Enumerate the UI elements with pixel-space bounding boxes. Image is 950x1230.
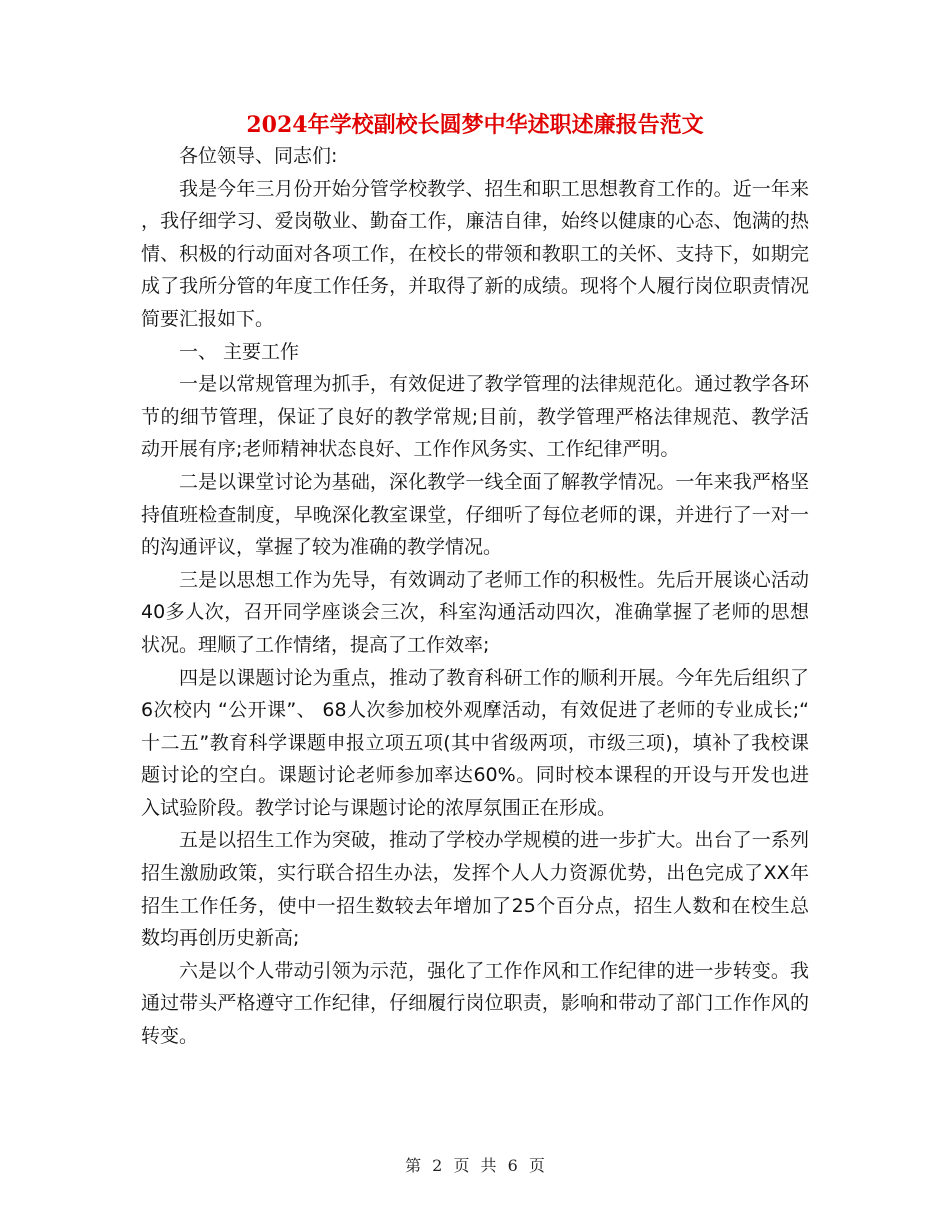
body-paragraph: 一是以常规管理为抓手，有效促进了教学管理的法律规范化。通过教学各环节的细节管理，保证了良好的教学常规;目前，教学管理严格法律规范、教学活动开展有序;老师精神状态良好、工作作风务实、工作纪律严明。 <box>141 373 809 461</box>
intro-paragraph: 我是今年三月份开始分管学校教学、招生和职工思想教育工作的。近一年来，我仔细学习、爱岗敬业、勤奋工作，廉洁自律，始终以健康的心态、饱满的热情、积极的行动面对各项工作，在校长的带领和教职工的关怀、支持下，如期完成了我所分管的年度工作任务，并取得了新的成绩。现将个人履行岗位职责情况简要汇报如下。 <box>141 177 809 330</box>
salutation: 各位领导、同志们: <box>179 145 338 167</box>
body-paragraph: 二是以课堂讨论为基础，深化教学一线全面了解教学情况。一年来我严格坚持值班检查制度，早晚深化教室课堂，仔细听了每位老师的课，并进行了一对一的沟通评议，掌握了较为准确的教学情况。 <box>141 470 809 559</box>
body-paragraph: 五是以招生工作为突破，推动了学校办学规模的进一步扩大。出台了一系列招生激励政策，实行联合招生办法，发挥个人人力资源优势，出色完成了XX年招生工作任务，使中一招生数较去年增加了25个百分点，招生人数和在校生总数均再创历史新高; <box>141 829 809 950</box>
body-paragraph: 四是以课题讨论为重点，推动了教育科研工作的顺利开展。今年先后组织了6次校内 “公开课”、 68人次参加校外观摩活动，有效促进了老师的专业成长;“十二五”教育科学课题申报立项五项(其中省级两项，市级三项)，填补了我校课题讨论的空白。课题讨论老师参加率达60%。同时校本课程的开设与开发也进入试验阶段。教学讨论与课题讨论的浓厚氛围正在形成。 <box>141 666 809 819</box>
document-body <box>141 140 809 1053</box>
body-paragraph: 三是以思想工作为先导，有效调动了老师工作的积极性。先后开展谈心活动40多人次，召开同学座谈会三次，科室沟通活动四次，准确掌握了老师的思想状况。理顺了工作情绪，提高了工作效率; <box>141 568 809 656</box>
body-paragraph: 六是以个人带动引领为示范，强化了工作作风和工作纪律的进一步转变。我通过带头严格遵守工作纪律，仔细履行岗位职责，影响和带动了部门工作作风的转变。 <box>141 959 809 1048</box>
page-number-footer: 第 2 页 共 6 页 <box>405 1156 545 1175</box>
section-heading: 一、 主要工作 <box>179 340 300 363</box>
document-title: 2024年学校副校长圆梦中华述职述廉报告范文 <box>246 112 704 138</box>
